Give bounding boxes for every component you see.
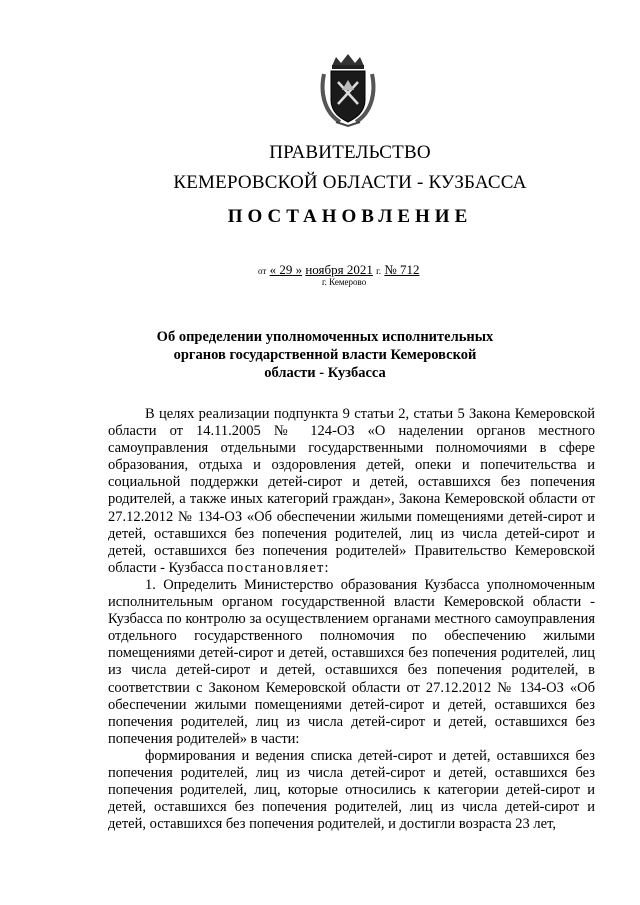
number-value: 712 [399, 262, 420, 277]
date-number-line [258, 262, 419, 278]
body-paragraph-1: 1. Определить Министерство образования Кузбасса уполномоченным исполнительным органом государственной власти Кемеровской области - Кузбасса по контролю за осуществлением органами местного самоуправления отдельного государственного полномочия по обеспечению жилыми помещениями детей-сирот и детей, оставшихся без попечения родителей, лиц из числа детей-сирот и детей, оставшихся без попечения родителей, в соответствии с Законом Кемеровской области от 27.12.2012 № 134-ОЗ «Об обеспечении жилыми помещениями детей-сирот и детей, оставшихся без попечения родителей, лиц из числа детей-сирот и детей, оставшихся без попечения родителей» в части: [108, 576, 595, 747]
quote-open: « [269, 262, 277, 277]
city-label: г. Кемерово [322, 277, 367, 287]
subject-line3: области - Кузбасса [264, 365, 386, 381]
preamble-text: В целях реализации подпункта 9 статьи 2, статьи 5 Закона Кемеровской области от 14.11.2005 № 124-ОЗ «О наделении органов местного самоуправления отдельными государственными полномочиями в сфере образования, отдыха и оздоровления детей, опеки и попечительства и социальной поддержки детей-сирот и детей, оставшихся без попечения родителей, а также иных категорий граждан», Закона Кемеровской области от 27.12.2012 № 134-ОЗ «Об обеспечении жилыми помещениями детей-сирот и детей, оставшихся без попечения родителей, лиц из числа детей-сирот и детей, оставшихся без попечения родителей» Правительство Кемеровской области - Кузбасса [108, 406, 595, 576]
day-value: 29 [279, 262, 293, 277]
date-prefix: от [258, 266, 267, 276]
subject-line1: Об определении уполномоченных исполнительных [156, 329, 494, 345]
subject-line2: органов государственной власти Кемеровской [173, 347, 477, 363]
resolution-verb: постановляет [227, 559, 325, 576]
document-number [384, 262, 419, 277]
year-suffix: г. [376, 266, 382, 276]
date-day [270, 262, 303, 277]
body-paragraph-preamble [108, 406, 595, 577]
document-subject [130, 328, 520, 382]
number-sign: № [384, 262, 397, 277]
document-body [108, 406, 595, 833]
date-month-year: ноября 2021 [305, 262, 373, 277]
government-name-line1: ПРАВИТЕЛЬСТВО [269, 142, 431, 163]
government-name-line2: КЕМЕРОВСКОЙ ОБЛАСТИ - КУЗБАССА [173, 172, 527, 193]
preamble-colon: : [324, 559, 329, 576]
quote-close: » [295, 262, 303, 277]
document-type-title: ПОСТАНОВЛЕНИЕ [227, 206, 473, 227]
kemerovo-region-coat-of-arms-icon [318, 52, 378, 128]
body-paragraph-2: формирования и ведения списка детей-сирот и детей, оставшихся без попечения родителей, лиц из числа детей-сирот и детей, оставшихся без попечения родителей, лиц, которые относились к категории детей-сирот и детей, оставшихся без попечения родителей, лиц из числа детей-сирот и детей, оставшихся без попечения родителей, и достигли возраста 23 лет, [108, 747, 595, 833]
